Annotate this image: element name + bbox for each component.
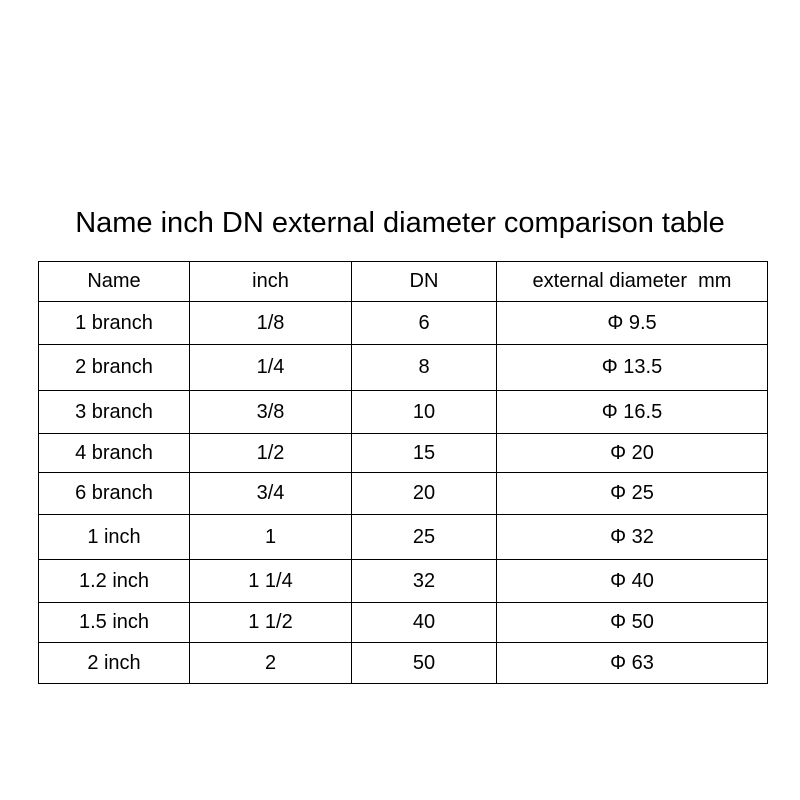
table-row	[39, 603, 768, 643]
cell-dn: 32	[352, 560, 497, 603]
cell-external-diameter: Φ 25	[497, 473, 768, 515]
cell-inch: 1/8	[190, 302, 352, 345]
cell-external-diameter: Φ 63	[497, 643, 768, 684]
cell-inch: 3/8	[190, 391, 352, 434]
cell-inch: 3/4	[190, 473, 352, 515]
cell-dn: 40	[352, 603, 497, 643]
cell-name: 6 branch	[39, 473, 190, 515]
table-row	[39, 302, 768, 345]
cell-name: 1.2 inch	[39, 560, 190, 603]
cell-external-diameter: Φ 9.5	[497, 302, 768, 345]
cell-name: 2 branch	[39, 345, 190, 391]
cell-inch: 1	[190, 515, 352, 560]
cell-dn: 25	[352, 515, 497, 560]
cell-dn: 50	[352, 643, 497, 684]
table-row	[39, 391, 768, 434]
cell-dn: 8	[352, 345, 497, 391]
cell-inch: 1 1/2	[190, 603, 352, 643]
header-inch: inch	[190, 262, 352, 302]
cell-external-diameter: Φ 40	[497, 560, 768, 603]
header-name: Name	[39, 262, 190, 302]
table-row	[39, 345, 768, 391]
cell-name: 1 branch	[39, 302, 190, 345]
table-title: Name inch DN external diameter comparison table	[75, 207, 725, 239]
header-dn: DN	[352, 262, 497, 302]
cell-external-diameter: Φ 16.5	[497, 391, 768, 434]
header-row	[39, 262, 768, 302]
cell-external-diameter: Φ 50	[497, 603, 768, 643]
cell-dn: 10	[352, 391, 497, 434]
cell-name: 4 branch	[39, 434, 190, 473]
table-row	[39, 560, 768, 603]
table-row	[39, 643, 768, 684]
cell-name: 1.5 inch	[39, 603, 190, 643]
cell-inch: 1/2	[190, 434, 352, 473]
cell-external-diameter: Φ 32	[497, 515, 768, 560]
cell-inch: 1 1/4	[190, 560, 352, 603]
cell-inch: 2	[190, 643, 352, 684]
cell-name: 2 inch	[39, 643, 190, 684]
cell-name: 3 branch	[39, 391, 190, 434]
cell-external-diameter: Φ 20	[497, 434, 768, 473]
table-row	[39, 515, 768, 560]
cell-dn: 20	[352, 473, 497, 515]
cell-name: 1 inch	[39, 515, 190, 560]
table-row	[39, 473, 768, 515]
comparison-table	[38, 261, 768, 684]
header-external-diameter: external diameter mm	[497, 262, 768, 302]
table-row	[39, 434, 768, 473]
cell-inch: 1/4	[190, 345, 352, 391]
cell-dn: 6	[352, 302, 497, 345]
cell-external-diameter: Φ 13.5	[497, 345, 768, 391]
cell-dn: 15	[352, 434, 497, 473]
